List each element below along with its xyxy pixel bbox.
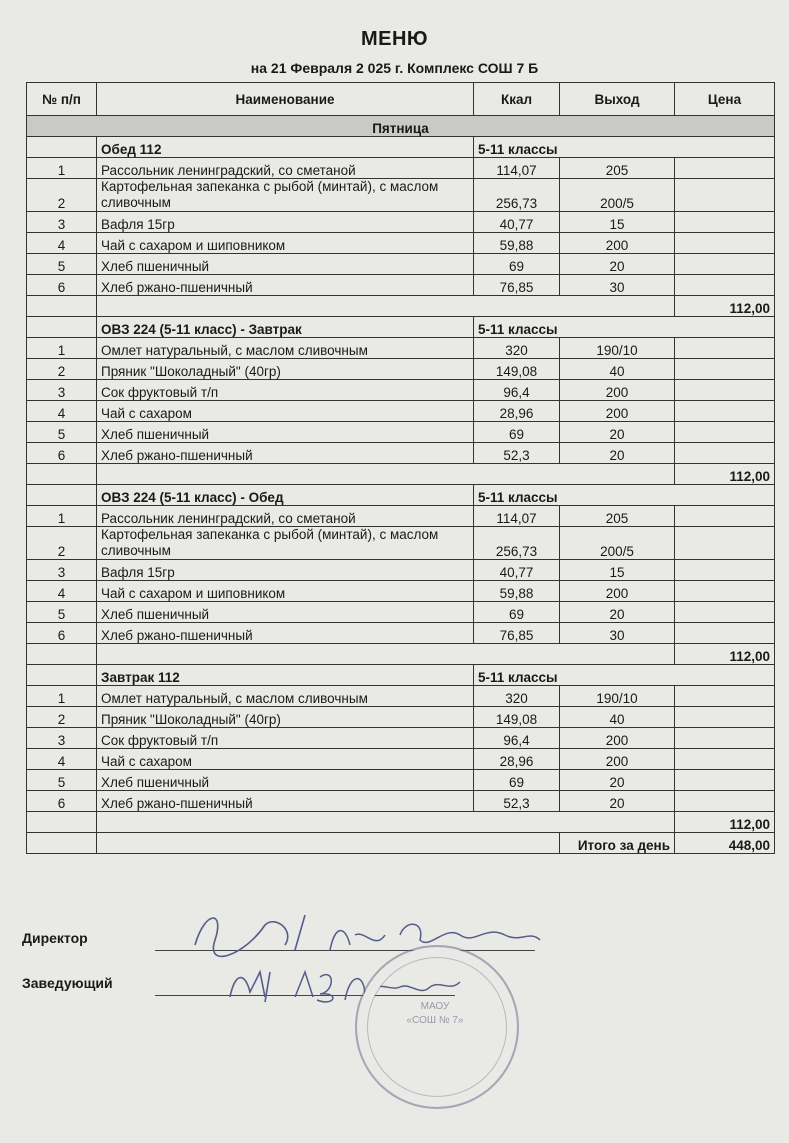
item-number: 3 (27, 728, 97, 749)
item-price (675, 158, 775, 179)
item-number: 1 (27, 338, 97, 359)
item-name: Рассольник ленинградский, со сметаной (97, 506, 474, 527)
total-spacer (27, 812, 97, 833)
item-output: 200 (560, 233, 675, 254)
item-number: 2 (27, 179, 97, 212)
item-kcal: 320 (474, 686, 560, 707)
item-price (675, 443, 775, 464)
item-number: 2 (27, 527, 97, 560)
item-name: Пряник "Шоколадный" (40гр) (97, 707, 474, 728)
section-header-row (27, 665, 775, 686)
item-number: 5 (27, 602, 97, 623)
item-price (675, 527, 775, 560)
table-row (27, 212, 775, 233)
column-header-num: № п/п (27, 83, 97, 116)
item-output: 20 (560, 770, 675, 791)
item-name: Хлеб ржано-пшеничный (97, 443, 474, 464)
director-label: Директор (22, 930, 88, 946)
item-number: 4 (27, 401, 97, 422)
table-row (27, 770, 775, 791)
director-signature (185, 905, 545, 965)
item-kcal: 256,73 (474, 179, 560, 212)
item-output: 15 (560, 212, 675, 233)
item-name: Чай с сахаром (97, 401, 474, 422)
item-name: Хлеб ржано-пшеничный (97, 623, 474, 644)
item-kcal: 96,4 (474, 728, 560, 749)
item-price (675, 233, 775, 254)
section-title: ОВЗ 224 (5-11 класс) - Обед (97, 485, 474, 506)
item-output: 20 (560, 254, 675, 275)
item-kcal: 149,08 (474, 707, 560, 728)
total-spacer (97, 644, 675, 665)
item-name: Омлет натуральный, с маслом сливочным (97, 686, 474, 707)
item-price (675, 707, 775, 728)
section-title: Обед 112 (97, 137, 474, 158)
item-price (675, 581, 775, 602)
item-number: 6 (27, 443, 97, 464)
section-total: 112,00 (675, 464, 775, 485)
item-price (675, 179, 775, 212)
item-price (675, 401, 775, 422)
item-name: Чай с сахаром (97, 749, 474, 770)
table-row (27, 728, 775, 749)
item-name: Вафля 15гр (97, 212, 474, 233)
item-output: 190/10 (560, 686, 675, 707)
menu-table (26, 82, 775, 854)
total-spacer (27, 296, 97, 317)
column-header-kcal: Ккал (474, 83, 560, 116)
section-total-row (27, 812, 775, 833)
item-price (675, 560, 775, 581)
page-subtitle: на 21 Февраля 2 025 г. Комплекс СОШ 7 Б (250, 60, 539, 76)
item-price (675, 602, 775, 623)
item-price (675, 338, 775, 359)
item-price (675, 770, 775, 791)
item-price (675, 728, 775, 749)
item-number: 4 (27, 581, 97, 602)
stamp-text: МАОУ «СОШ № 7» (406, 1001, 464, 1026)
item-price (675, 212, 775, 233)
item-number: 6 (27, 791, 97, 812)
item-output: 20 (560, 443, 675, 464)
item-number: 4 (27, 749, 97, 770)
table-row (27, 359, 775, 380)
item-kcal: 69 (474, 602, 560, 623)
table-row (27, 707, 775, 728)
total-spacer (97, 464, 675, 485)
section-group: 5-11 классы (474, 665, 775, 686)
item-price (675, 749, 775, 770)
table-row (27, 338, 775, 359)
item-name: Картофельная запеканка с рыбой (минтай), с маслом сливочным (97, 179, 474, 212)
item-name: Сок фруктовый т/п (97, 380, 474, 401)
table-row (27, 506, 775, 527)
item-name: Чай с сахаром и шиповником (97, 581, 474, 602)
day-label: Пятница (27, 116, 775, 137)
item-kcal: 69 (474, 422, 560, 443)
item-output: 200 (560, 728, 675, 749)
item-name: Хлеб пшеничный (97, 770, 474, 791)
item-kcal: 76,85 (474, 275, 560, 296)
item-output: 20 (560, 602, 675, 623)
section-total: 112,00 (675, 812, 775, 833)
table-row (27, 443, 775, 464)
section-group: 5-11 классы (474, 485, 775, 506)
table-row (27, 623, 775, 644)
item-kcal: 256,73 (474, 527, 560, 560)
total-spacer (97, 296, 675, 317)
item-price (675, 623, 775, 644)
total-spacer (27, 464, 97, 485)
section-header-row (27, 137, 775, 158)
header-row (27, 83, 775, 116)
item-kcal: 114,07 (474, 158, 560, 179)
item-name: Вафля 15гр (97, 560, 474, 581)
item-name: Картофельная запеканка с рыбой (минтай), с маслом сливочным (97, 527, 474, 560)
item-output: 40 (560, 359, 675, 380)
section-total-row (27, 464, 775, 485)
item-kcal: 320 (474, 338, 560, 359)
item-number: 1 (27, 158, 97, 179)
item-kcal: 96,4 (474, 380, 560, 401)
item-kcal: 40,77 (474, 212, 560, 233)
item-price (675, 791, 775, 812)
section-total-row (27, 644, 775, 665)
item-number: 2 (27, 707, 97, 728)
section-title: ОВЗ 224 (5-11 класс) - Завтрак (97, 317, 474, 338)
table-row (27, 602, 775, 623)
item-output: 15 (560, 560, 675, 581)
item-price (675, 506, 775, 527)
day-total-label: Итого за день (560, 833, 675, 854)
table-row (27, 233, 775, 254)
table-row (27, 158, 775, 179)
total-spacer (97, 833, 560, 854)
item-name: Пряник "Шоколадный" (40гр) (97, 359, 474, 380)
item-output: 20 (560, 791, 675, 812)
column-header-name: Наименование (97, 83, 474, 116)
table-row (27, 380, 775, 401)
item-output: 205 (560, 506, 675, 527)
item-output: 30 (560, 623, 675, 644)
table-row (27, 179, 775, 212)
item-output: 30 (560, 275, 675, 296)
item-kcal: 52,3 (474, 443, 560, 464)
item-name: Омлет натуральный, с маслом сливочным (97, 338, 474, 359)
table-row (27, 749, 775, 770)
item-price (675, 254, 775, 275)
manager-label: Заведующий (22, 975, 113, 991)
item-number: 5 (27, 254, 97, 275)
total-spacer (97, 812, 675, 833)
item-output: 200 (560, 380, 675, 401)
item-kcal: 59,88 (474, 581, 560, 602)
item-number: 5 (27, 422, 97, 443)
item-name: Хлеб ржано-пшеничный (97, 275, 474, 296)
item-kcal: 69 (474, 254, 560, 275)
item-number: 6 (27, 275, 97, 296)
item-number: 3 (27, 560, 97, 581)
item-price (675, 422, 775, 443)
total-spacer (27, 833, 97, 854)
item-price (675, 275, 775, 296)
table-row (27, 254, 775, 275)
page-title: МЕНЮ (360, 28, 429, 50)
item-kcal: 76,85 (474, 623, 560, 644)
item-number: 1 (27, 506, 97, 527)
day-row (27, 116, 775, 137)
section-title: Завтрак 112 (97, 665, 474, 686)
section-num-cell (27, 137, 97, 158)
item-output: 200/5 (560, 179, 675, 212)
table-row (27, 422, 775, 443)
item-price (675, 359, 775, 380)
item-kcal: 59,88 (474, 233, 560, 254)
item-number: 6 (27, 623, 97, 644)
section-header-row (27, 317, 775, 338)
item-kcal: 52,3 (474, 791, 560, 812)
table-row (27, 401, 775, 422)
item-number: 3 (27, 380, 97, 401)
item-number: 3 (27, 212, 97, 233)
total-spacer (27, 644, 97, 665)
item-name: Хлеб ржано-пшеничный (97, 791, 474, 812)
table-row (27, 791, 775, 812)
item-name: Рассольник ленинградский, со сметаной (97, 158, 474, 179)
item-output: 20 (560, 422, 675, 443)
item-name: Хлеб пшеничный (97, 254, 474, 275)
item-output: 40 (560, 707, 675, 728)
section-num-cell (27, 317, 97, 338)
table-row (27, 686, 775, 707)
day-total-row (27, 833, 775, 854)
section-num-cell (27, 485, 97, 506)
section-num-cell (27, 665, 97, 686)
section-header-row (27, 485, 775, 506)
item-output: 190/10 (560, 338, 675, 359)
item-name: Сок фруктовый т/п (97, 728, 474, 749)
section-group: 5-11 классы (474, 317, 775, 338)
item-output: 205 (560, 158, 675, 179)
item-price (675, 686, 775, 707)
section-total: 112,00 (675, 644, 775, 665)
column-header-output: Выход (560, 83, 675, 116)
item-kcal: 69 (474, 770, 560, 791)
column-header-price: Цена (675, 83, 775, 116)
item-kcal: 114,07 (474, 506, 560, 527)
table-row (27, 527, 775, 560)
item-output: 200 (560, 581, 675, 602)
section-total: 112,00 (675, 296, 775, 317)
item-output: 200 (560, 401, 675, 422)
item-kcal: 28,96 (474, 749, 560, 770)
item-kcal: 40,77 (474, 560, 560, 581)
item-output: 200/5 (560, 527, 675, 560)
item-number: 4 (27, 233, 97, 254)
table-row (27, 275, 775, 296)
item-output: 200 (560, 749, 675, 770)
table-row (27, 581, 775, 602)
item-name: Хлеб пшеничный (97, 422, 474, 443)
section-total-row (27, 296, 775, 317)
section-group: 5-11 классы (474, 137, 775, 158)
item-name: Чай с сахаром и шиповником (97, 233, 474, 254)
item-number: 5 (27, 770, 97, 791)
item-kcal: 149,08 (474, 359, 560, 380)
item-kcal: 28,96 (474, 401, 560, 422)
item-price (675, 380, 775, 401)
item-number: 2 (27, 359, 97, 380)
item-number: 1 (27, 686, 97, 707)
item-name: Хлеб пшеничный (97, 602, 474, 623)
day-total-value: 448,00 (675, 833, 775, 854)
table-row (27, 560, 775, 581)
